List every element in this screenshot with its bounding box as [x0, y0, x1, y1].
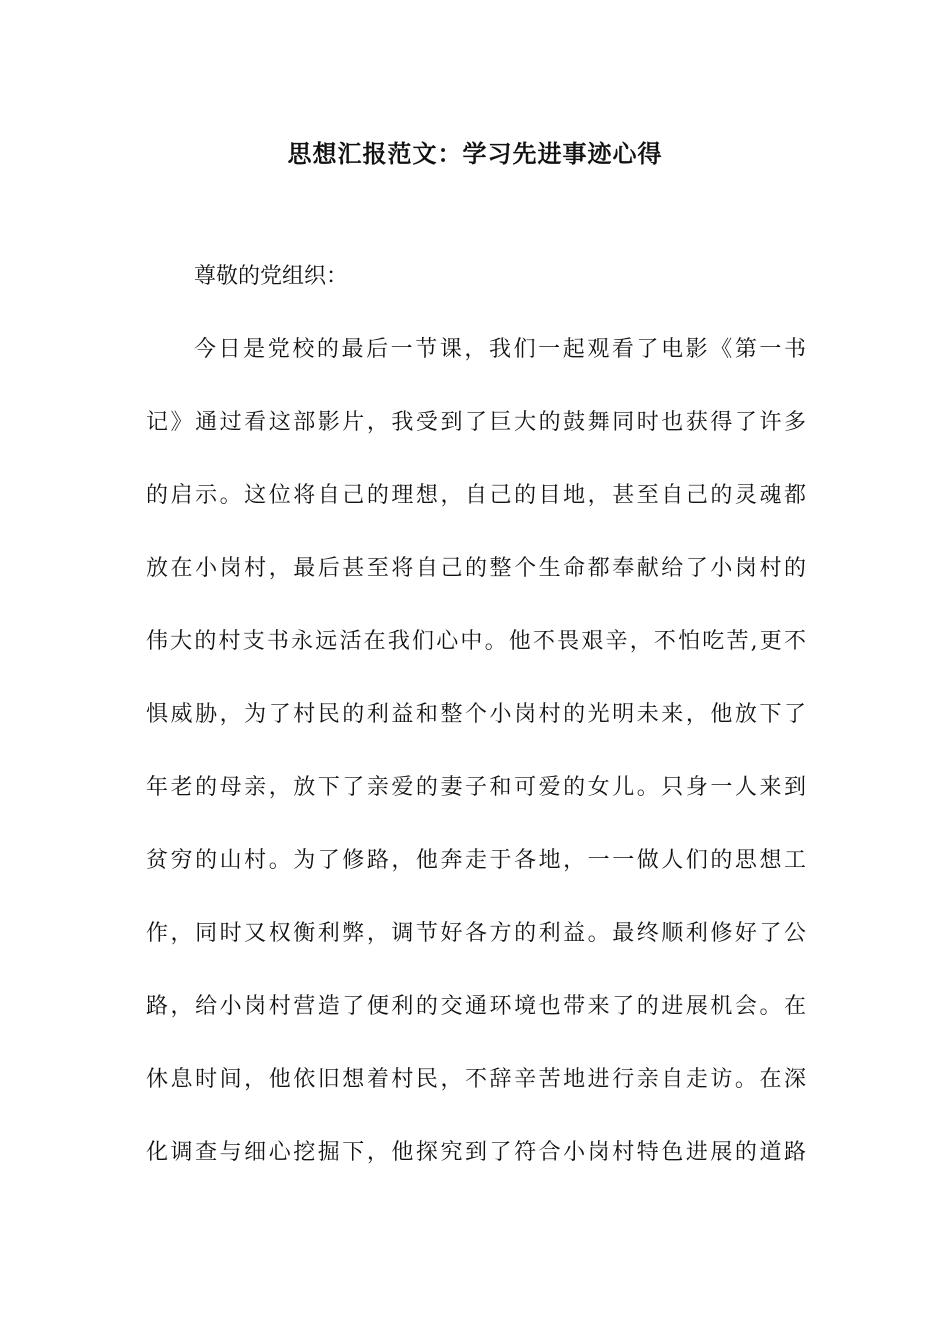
paragraph-line: 放在小岗村，最后甚至将自己的整个生命都奉献给了小岗村的 [146, 556, 806, 581]
paragraph-line: 贫穷的山村。为了修路，他奔走于各地，一一做人们的思想工 [146, 848, 806, 873]
paragraph-line: 惧威胁，为了村民的利益和整个小岗村的光明未来，他放下了 [146, 702, 806, 727]
document-title: 思想汇报范文：学习先进事迹心得 [287, 139, 663, 168]
paragraph-line: 年老的母亲，放下了亲爱的妻子和可爱的女儿。只身一人来到 [146, 775, 806, 800]
salutation: 尊敬的党组织： [194, 264, 349, 289]
paragraph-line: 今日是党校的最后一节课，我们一起观看了电影《第一书 [194, 337, 806, 362]
paragraph-line: 作，同时又权衡利弊，调节好各方的利益。最终顺利修好了公 [146, 921, 806, 946]
paragraph [146, 328, 806, 1204]
paragraph-line: 记》通过看这部影片，我受到了巨大的鼓舞同时也获得了许多 [146, 410, 806, 435]
document-body [146, 255, 806, 1204]
paragraph-line: 的启示。这位将自己的理想，自己的目地，甚至自己的灵魂都 [146, 483, 806, 508]
paragraph-line: 化调查与细心挖掘下，他探究到了符合小岗村特色进展的道路 [146, 1140, 806, 1165]
paragraph-line: 休息时间，他依旧想着村民，不辞辛苦地进行亲自走访。在深 [146, 1067, 806, 1092]
paragraph-line: 伟大的村支书永远活在我们心中。他不畏艰辛，不怕吃苦,更不 [146, 629, 806, 654]
paragraph-line: 路，给小岗村营造了便利的交通环境也带来了的进展机会。在 [146, 994, 806, 1019]
